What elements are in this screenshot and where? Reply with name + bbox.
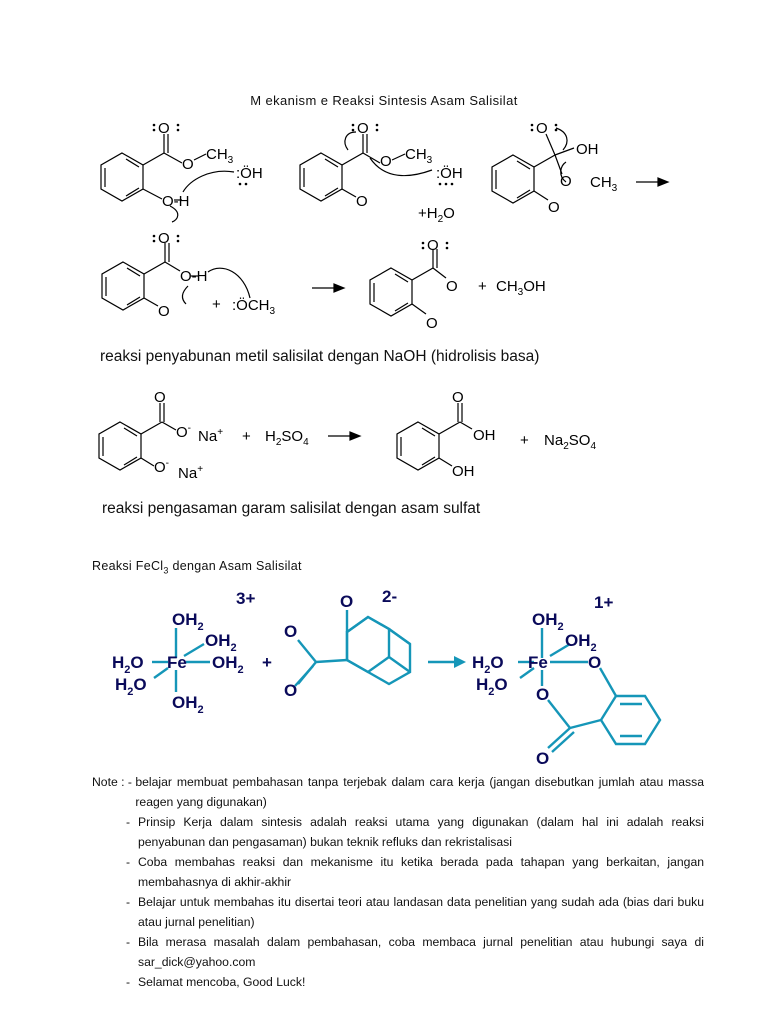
svg-text::ÖCH3: $:ÖCH_3$ — [232, 297, 276, 317]
svg-text:OH: OH — [473, 427, 496, 444]
svg-text:Na+: Na+ — [178, 464, 204, 482]
fecl3-scheme — [0, 580, 768, 770]
svg-text:O: O — [536, 120, 548, 137]
charge-product: 1+ — [594, 593, 614, 612]
svg-text:O: O — [548, 199, 560, 216]
svg-text:H2SO4: $H_2SO_4$ — [265, 428, 309, 448]
svg-text:Na2SO4: $Na_2SO_4$ — [544, 432, 596, 452]
svg-text:O: O — [356, 193, 368, 210]
svg-text:O: O — [446, 278, 458, 295]
svg-text:H2O: $H_2O$ — [115, 675, 147, 698]
notes — [92, 772, 704, 992]
svg-text:O-H: O-H — [162, 193, 190, 210]
mechanism-scheme — [0, 0, 768, 340]
svg-text:+: + — [212, 296, 221, 313]
svg-text:Fe: Fe — [528, 653, 548, 672]
svg-text:O: O — [427, 237, 439, 254]
note-item: - Bila merasa masalah dalam pembahasan, coba membaca jurnal penelitian atau hubungi saya di sar_dick@yahoo.com — [126, 935, 704, 969]
svg-text:O: O — [588, 653, 602, 672]
svg-text:O: O — [340, 592, 354, 611]
caption-saponification: reaksi penyabunan metil salisilat dengan NaOH (hidrolisis basa) — [100, 348, 540, 365]
note-item: - Coba membahas reaksi dan mekanisme itu ketika berada pada tahapan yang berkaitan, jangan membahasnya di akhir-akhir — [126, 855, 704, 889]
svg-text:CH3: $CH_3$ — [206, 146, 234, 166]
svg-text:CH3: $CH_3$ — [590, 174, 618, 194]
svg-text:OH2: $OH_2$ — [172, 610, 204, 633]
svg-text:+: + — [262, 653, 272, 672]
svg-text:+: + — [520, 432, 529, 449]
svg-text:O: O — [357, 120, 369, 137]
note-item: - Selamat mencoba, Good Luck! — [126, 975, 306, 989]
svg-text:O: O — [158, 303, 170, 320]
svg-text:+H2O: $+H_2O$ — [418, 205, 455, 225]
svg-text:OH2: $OH_2$ — [532, 610, 564, 633]
svg-text:OH2: $OH_2$ — [205, 631, 237, 654]
fecl3-title: Reaksi FeCl$_3$ dengan Asam Salisilat — [92, 559, 302, 576]
svg-text:O-: O- — [154, 458, 170, 476]
page-title: M ekanism e Reaksi Sintesis Asam Salisilat — [250, 93, 518, 108]
note-item: - Prinsip Kerja dalam sintesis adalah reaksi utama yang digunakan (dalam hal ini adalah reaksi penyabunan dan pengasaman) bukan teknik refluks dan rekristalisasi — [126, 815, 704, 849]
svg-text:H2O: $H_2O$ — [472, 653, 504, 676]
svg-text:O: O — [452, 389, 464, 406]
note-item: Note : - belajar membuat pembahasan tanpa terjebak dalam cara kerja (jangan disebutkan jumlah atau massa reagen yang digunakan) — [92, 775, 704, 809]
svg-text:OH2: $OH_2$ — [565, 631, 597, 654]
svg-text:CH3OH: $CH_3OH$ — [496, 278, 546, 298]
svg-text:+: + — [242, 428, 251, 445]
charge-salicylate: 2- — [382, 587, 398, 606]
svg-text:Na+: Na+ — [198, 427, 224, 445]
mech-o: O — [158, 120, 170, 137]
svg-text:O: O — [284, 622, 298, 641]
svg-text:O: O — [536, 685, 550, 704]
svg-text:O: O — [536, 749, 550, 768]
svg-text:O: O — [154, 389, 166, 406]
svg-text:O-H: O-H — [180, 268, 208, 285]
svg-text:H2O: $H_2O$ — [476, 675, 508, 698]
svg-text:OH2: $OH_2$ — [172, 693, 204, 716]
svg-text:O: O — [380, 153, 392, 170]
svg-text::ÖH: :ÖH — [436, 165, 463, 182]
svg-text:OH: OH — [452, 463, 475, 480]
svg-text:O-: O- — [176, 423, 192, 441]
svg-text:O: O — [284, 681, 298, 700]
charge-fe: 3+ — [236, 589, 256, 608]
svg-text:OH: OH — [576, 141, 599, 158]
svg-text:H2O: $H_2O$ — [112, 653, 144, 676]
svg-text:OH2: $OH_2$ — [212, 653, 244, 676]
svg-text:+: + — [478, 278, 487, 295]
svg-text:O: O — [426, 315, 438, 332]
note-item: - Belajar untuk membahas itu disertai teori atau landasan data penelitian yang sudah ada (bias dari buku atau jurnal penelitian) — [126, 895, 704, 929]
svg-text:O: O — [560, 173, 572, 190]
svg-text:CH3: $CH_3$ — [405, 146, 433, 166]
fe-center: Fe — [167, 653, 187, 672]
acidification-scheme — [0, 388, 768, 498]
caption-acidification: reaksi pengasaman garam salisilat dengan asam sulfat — [102, 500, 481, 517]
svg-text:O: O — [158, 230, 170, 247]
svg-text:O — [158, 120, 170, 137]
hydroxide: :ÖH — [236, 165, 263, 182]
svg-text:O: O — [182, 156, 194, 173]
